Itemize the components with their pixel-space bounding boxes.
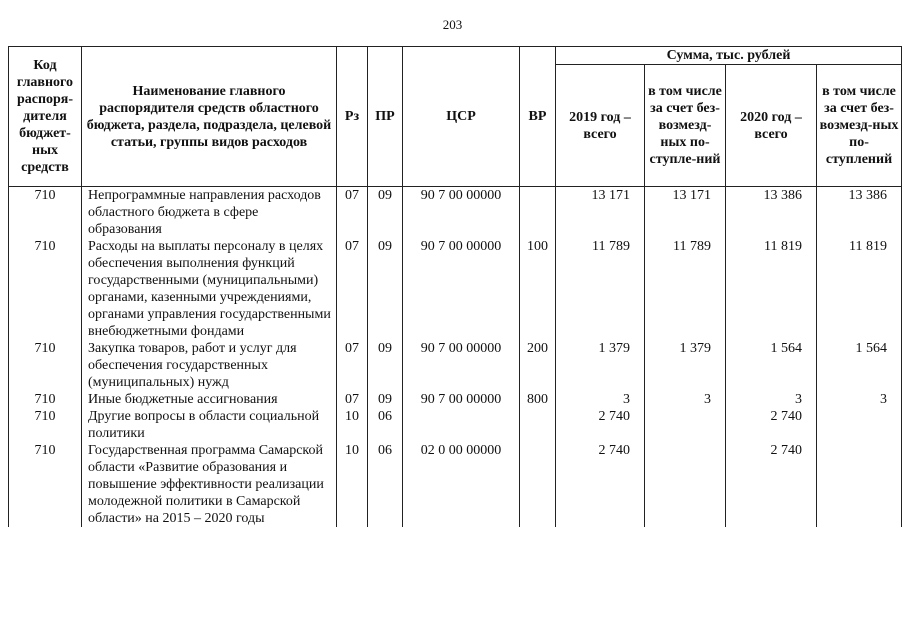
cell-2020-free: 1 564 (817, 340, 902, 391)
cell-pr: 06 (368, 442, 403, 527)
cell-vr: 800 (520, 391, 556, 408)
cell-2020-total: 2 740 (726, 442, 817, 527)
budget-table (8, 46, 902, 527)
header-name: Наименование главного распорядителя средств областного бюджета, раздела, подраздела, целевой статьи, группы видов расходов (82, 47, 337, 187)
cell-name: Непрограммные направления расходов областного бюджета в сфере образования (82, 187, 337, 239)
cell-vr: 200 (520, 340, 556, 391)
cell-2019-free: 13 171 (645, 187, 726, 239)
table-row (9, 442, 902, 527)
header-sum: Сумма, тыс. рублей (556, 47, 902, 65)
cell-code: 710 (9, 391, 82, 408)
table-row (9, 340, 902, 391)
cell-rz: 07 (337, 391, 368, 408)
cell-code: 710 (9, 187, 82, 239)
cell-2020-free (817, 442, 902, 527)
cell-2019-total: 1 379 (556, 340, 645, 391)
header-rz: Рз (337, 47, 368, 187)
cell-rz: 07 (337, 340, 368, 391)
cell-pr: 09 (368, 391, 403, 408)
cell-2020-total: 11 819 (726, 238, 817, 340)
cell-2019-free (645, 408, 726, 442)
header-2020-total: 2020 год – всего (726, 65, 817, 187)
cell-2019-total: 11 789 (556, 238, 645, 340)
cell-name: Иные бюджетные ассигнования (82, 391, 337, 408)
cell-pr: 09 (368, 238, 403, 340)
cell-vr: 100 (520, 238, 556, 340)
cell-pr: 09 (368, 340, 403, 391)
cell-2019-total: 2 740 (556, 442, 645, 527)
cell-2020-free (817, 408, 902, 442)
cell-2020-total: 2 740 (726, 408, 817, 442)
cell-vr (520, 408, 556, 442)
header-2019-free: в том числе за счет без-возмезд-ных по-ступле-ний (645, 65, 726, 187)
cell-rz: 07 (337, 187, 368, 239)
cell-rz: 10 (337, 408, 368, 442)
table-row (9, 238, 902, 340)
cell-2019-total: 3 (556, 391, 645, 408)
cell-code: 710 (9, 238, 82, 340)
table-body (9, 187, 902, 528)
cell-vr (520, 187, 556, 239)
table-row (9, 408, 902, 442)
cell-csr: 90 7 00 00000 (403, 187, 520, 239)
cell-csr: 90 7 00 00000 (403, 238, 520, 340)
cell-code: 710 (9, 408, 82, 442)
cell-name: Расходы на выплаты персоналу в целях обеспечения выполнения функций государственными (муниципальными) органами, казенными учреждениями, органами управления государственными внебюджетными фондами (82, 238, 337, 340)
header-code: Код главного распоря-дителя бюджет-ных средств (9, 47, 82, 187)
cell-2020-free: 11 819 (817, 238, 902, 340)
cell-code: 710 (9, 442, 82, 527)
header-csr: ЦСР (403, 47, 520, 187)
cell-csr (403, 408, 520, 442)
cell-2019-total: 13 171 (556, 187, 645, 239)
cell-pr: 09 (368, 187, 403, 239)
cell-vr (520, 442, 556, 527)
table-row (9, 391, 902, 408)
cell-name: Государственная программа Самарской области «Развитие образования и повышение эффективности реализации молодежной политики в Самарской области» на 2015 – 2020 годы (82, 442, 337, 527)
table-header (9, 47, 902, 187)
cell-2019-total: 2 740 (556, 408, 645, 442)
cell-2020-total: 1 564 (726, 340, 817, 391)
cell-pr: 06 (368, 408, 403, 442)
header-pr: ПР (368, 47, 403, 187)
cell-2019-free: 3 (645, 391, 726, 408)
cell-name: Другие вопросы в области социальной политики (82, 408, 337, 442)
cell-2020-total: 13 386 (726, 187, 817, 239)
cell-rz: 10 (337, 442, 368, 527)
cell-csr: 90 7 00 00000 (403, 340, 520, 391)
header-2019-total: 2019 год – всего (556, 65, 645, 187)
page-number: 203 (442, 17, 463, 32)
header-vr: ВР (520, 47, 556, 187)
header-2020-free: в том числе за счет без-возмезд-ных по-ступлений (817, 65, 902, 187)
cell-csr: 90 7 00 00000 (403, 391, 520, 408)
cell-csr: 02 0 00 00000 (403, 442, 520, 527)
cell-2019-free: 1 379 (645, 340, 726, 391)
cell-2019-free (645, 442, 726, 527)
cell-name: Закупка товаров, работ и услуг для обеспечения государственных (муниципальных) нужд (82, 340, 337, 391)
table-row (9, 187, 902, 239)
cell-2020-free: 13 386 (817, 187, 902, 239)
cell-code: 710 (9, 340, 82, 391)
cell-rz: 07 (337, 238, 368, 340)
cell-2019-free: 11 789 (645, 238, 726, 340)
cell-2020-total: 3 (726, 391, 817, 408)
cell-2020-free: 3 (817, 391, 902, 408)
